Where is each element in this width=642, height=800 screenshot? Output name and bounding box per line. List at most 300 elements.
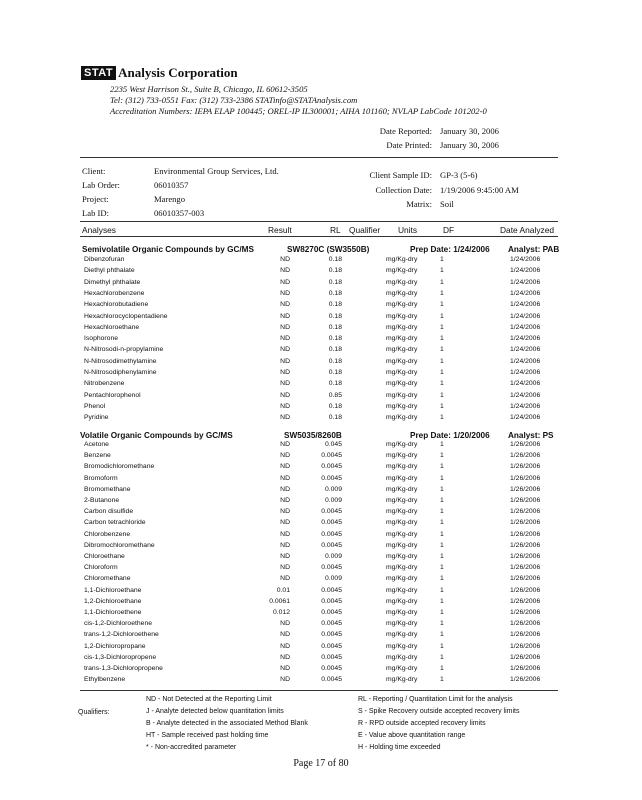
units-value: mg/Kg-dry: [386, 301, 418, 309]
rl-value: 0.0045: [321, 463, 342, 471]
df-value: 1: [440, 256, 444, 263]
project-label: Project:: [82, 194, 109, 204]
table-row: [0, 279, 642, 289]
units-value: mg/Kg-dry: [386, 586, 418, 594]
lab-order-label: Lab Order:: [82, 180, 120, 190]
table-row: [0, 587, 642, 597]
df-value: 1: [440, 452, 444, 460]
df-value: 1: [440, 380, 444, 388]
df-value: 1: [440, 631, 444, 639]
result-value: ND: [280, 541, 290, 549]
col-df: DF: [443, 225, 455, 235]
analyte-name: Carbon disulfide: [84, 508, 134, 516]
result-value: ND: [280, 346, 290, 354]
date-analyzed-value: 1/26/2006: [510, 530, 541, 538]
analyte-name: Hexachlorobenzene: [84, 289, 145, 297]
units-value: mg/Kg-dry: [386, 414, 418, 422]
units-value: mg/Kg-dry: [386, 653, 418, 661]
date-analyzed-value: 1/24/2006: [510, 289, 541, 297]
table-row: [0, 441, 642, 451]
df-value: 1: [440, 474, 444, 482]
date-printed: Date Printed: January 30, 2006: [386, 140, 499, 150]
result-value: ND: [280, 620, 290, 628]
rl-value: 0.0045: [321, 631, 342, 639]
date-analyzed-value: 1/24/2006: [510, 267, 541, 275]
date-analyzed-value: 1/26/2006: [510, 597, 541, 605]
units-value: mg/Kg-dry: [386, 335, 418, 343]
company-logo: [81, 65, 238, 81]
table-row: [0, 508, 642, 518]
table-row: [0, 665, 642, 675]
units-value: mg/Kg-dry: [386, 256, 418, 263]
df-value: 1: [440, 391, 444, 399]
date-analyzed-value: 1/26/2006: [510, 575, 541, 583]
df-value: 1: [440, 642, 444, 650]
date-analyzed-value: 1/24/2006: [510, 323, 541, 331]
rl-value: 0.0045: [321, 452, 342, 460]
rl-value: 0.18: [328, 414, 342, 422]
legend-left-1: J - Analyte detected below quantitation limits: [146, 708, 284, 715]
date-analyzed-value: 1/26/2006: [510, 541, 541, 549]
units-value: mg/Kg-dry: [386, 357, 418, 365]
rl-value: 0.0045: [321, 665, 342, 672]
result-value: ND: [280, 665, 290, 672]
analyte-name: Chloromethane: [84, 575, 131, 583]
rl-value: 0.18: [328, 380, 342, 388]
table-row: [0, 531, 642, 541]
analyte-name: Chlorobenzene: [84, 530, 131, 538]
df-value: 1: [440, 357, 444, 365]
date-analyzed-value: 1/26/2006: [510, 553, 541, 560]
section-prep-date: Prep Date: 1/24/2006: [410, 245, 490, 254]
rl-value: 0.0045: [321, 530, 342, 538]
date-analyzed-value: 1/24/2006: [510, 312, 541, 320]
units-value: mg/Kg-dry: [386, 323, 418, 331]
result-value: ND: [280, 530, 290, 538]
rl-value: 0.18: [328, 256, 342, 263]
table-row: [0, 497, 642, 507]
result-value: ND: [280, 508, 290, 516]
rl-value: 0.18: [328, 346, 342, 354]
table-row: [0, 414, 642, 424]
table-row: [0, 519, 642, 529]
table-row: [0, 620, 642, 630]
legend-left-0: ND - Not Detected at the Reporting Limit: [146, 696, 272, 703]
analyte-name: trans-1,2-Dichloroethene: [84, 631, 159, 639]
analyte-name: Nitrobenzene: [84, 380, 125, 388]
date-analyzed-value: 1/24/2006: [510, 278, 541, 286]
units-value: mg/Kg-dry: [386, 452, 418, 460]
df-value: 1: [440, 597, 444, 605]
result-value: ND: [280, 474, 290, 482]
rl-value: 0.18: [328, 278, 342, 286]
result-value: ND: [280, 485, 290, 493]
df-value: 1: [440, 541, 444, 549]
units-value: mg/Kg-dry: [386, 485, 418, 493]
client-sample-id: Client Sample ID: GP-3 (5-6): [369, 170, 478, 180]
units-value: mg/Kg-dry: [386, 497, 418, 504]
analyte-name: Dibenzofuran: [84, 256, 125, 263]
table-row: [0, 301, 642, 311]
accreditation-numbers: Accreditation Numbers: IEPA ELAP 100445; OREL-IP IL300001; AIHA 101160; NVLAP LabCode 101202-0: [110, 106, 487, 116]
date-analyzed-value: 1/26/2006: [510, 665, 541, 672]
date-analyzed-value: 1/26/2006: [510, 631, 541, 639]
date-analyzed-value: 1/26/2006: [510, 586, 541, 594]
df-value: 1: [440, 620, 444, 628]
rl-value: 0.18: [328, 323, 342, 331]
units-value: mg/Kg-dry: [386, 609, 418, 616]
table-row: [0, 452, 642, 462]
result-value: ND: [280, 312, 290, 320]
rl-value: 0.0045: [321, 653, 342, 661]
result-value: 0.0061: [269, 597, 290, 605]
legend-right-2: R - RPD outside accepted recovery limits: [358, 720, 486, 727]
table-row: [0, 598, 642, 608]
date-analyzed-value: 1/26/2006: [510, 463, 541, 471]
analyte-name: Diethyl phthalate: [84, 267, 135, 275]
table-row: [0, 290, 642, 300]
analyte-name: 1,1-Dichloroethane: [84, 586, 142, 594]
table-row: [0, 358, 642, 368]
legend-top-rule: [80, 690, 558, 691]
result-value: ND: [280, 289, 290, 297]
lab-id-value: 06010357-003: [154, 208, 205, 218]
result-value: ND: [280, 267, 290, 275]
analyte-name: Chloroethane: [84, 553, 125, 560]
date-analyzed-value: 1/24/2006: [510, 380, 541, 388]
date-analyzed-value: 1/26/2006: [510, 519, 541, 527]
analyte-name: Pentachlorophenol: [84, 391, 141, 399]
units-value: mg/Kg-dry: [386, 642, 418, 650]
rl-value: 0.009: [324, 553, 342, 560]
analyte-name: cis-1,2-Dichloroethene: [84, 620, 153, 628]
date-analyzed-value: 1/26/2006: [510, 642, 541, 650]
rl-value: 0.0045: [321, 586, 342, 594]
units-value: mg/Kg-dry: [386, 508, 418, 516]
analyte-name: 1,1-Dichloroethene: [84, 609, 142, 616]
analyte-name: Bromoform: [84, 474, 118, 482]
table-row: [0, 654, 642, 664]
units-value: mg/Kg-dry: [386, 564, 418, 572]
col-result: Result: [268, 225, 292, 235]
table-row: [0, 631, 642, 641]
date-analyzed-value: 1/26/2006: [510, 564, 541, 572]
df-value: 1: [440, 369, 444, 376]
units-value: mg/Kg-dry: [386, 346, 418, 354]
date-analyzed-value: 1/26/2006: [510, 441, 541, 448]
df-value: 1: [440, 301, 444, 309]
table-row: [0, 643, 642, 653]
units-value: mg/Kg-dry: [386, 575, 418, 583]
analyte-name: N-Nitrosodi-n-propylamine: [84, 346, 164, 354]
df-value: 1: [440, 676, 444, 684]
rl-value: 0.0045: [321, 597, 342, 605]
date-analyzed-value: 1/24/2006: [510, 346, 541, 354]
units-value: mg/Kg-dry: [386, 530, 418, 538]
df-value: 1: [440, 485, 444, 493]
table-row: [0, 542, 642, 552]
col-rl: RL: [330, 225, 341, 235]
df-value: 1: [440, 414, 444, 422]
df-value: 1: [440, 653, 444, 661]
result-value: ND: [280, 256, 290, 263]
df-value: 1: [440, 564, 444, 572]
result-value: ND: [280, 463, 290, 471]
date-analyzed-value: 1/26/2006: [510, 508, 541, 516]
result-value: ND: [280, 414, 290, 422]
company-address: 2235 West Harrison St., Suite B, Chicago, IL 60612-3505: [110, 84, 308, 94]
table-row: [0, 575, 642, 585]
legend-left-3: HT - Sample received past holding time: [146, 732, 269, 739]
rl-value: 0.18: [328, 335, 342, 343]
col-qualifier: Qualifier: [349, 225, 381, 235]
client-value: Environmental Group Services, Ltd.: [154, 166, 279, 176]
units-value: mg/Kg-dry: [386, 463, 418, 471]
analyte-name: Hexachlorobutadiene: [84, 301, 149, 309]
table-row: [0, 335, 642, 345]
result-value: ND: [280, 553, 290, 560]
units-value: mg/Kg-dry: [386, 267, 418, 275]
units-value: mg/Kg-dry: [386, 369, 418, 376]
table-row: [0, 609, 642, 619]
table-row: [0, 313, 642, 323]
df-value: 1: [440, 402, 444, 410]
result-value: ND: [280, 497, 290, 504]
result-value: 0.01: [276, 586, 290, 594]
date-analyzed-value: 1/26/2006: [510, 653, 541, 661]
df-value: 1: [440, 530, 444, 538]
legend-right-3: E - Value above quantitation range: [358, 732, 466, 739]
result-value: ND: [280, 653, 290, 661]
date-analyzed-value: 1/24/2006: [510, 335, 541, 343]
rl-value: 0.0045: [321, 642, 342, 650]
rl-value: 0.18: [328, 289, 342, 297]
analyte-name: Carbon tetrachloride: [84, 519, 146, 527]
table-row: [0, 486, 642, 496]
units-value: mg/Kg-dry: [386, 474, 418, 482]
date-analyzed-value: 1/26/2006: [510, 676, 541, 684]
table-head-rule: [80, 236, 558, 237]
table-row: [0, 676, 642, 686]
rl-value: 0.85: [328, 391, 342, 399]
project-value: Marengo: [154, 194, 186, 204]
result-value: ND: [280, 369, 290, 376]
result-value: ND: [280, 676, 290, 684]
rl-value: 0.0045: [321, 508, 342, 516]
table-row: [0, 392, 642, 402]
analyte-name: Bromomethane: [84, 485, 131, 493]
date-analyzed-value: 1/26/2006: [510, 485, 541, 493]
analyte-name: Benzene: [84, 452, 111, 460]
units-value: mg/Kg-dry: [386, 391, 418, 399]
table-row: [0, 553, 642, 563]
date-analyzed-value: 1/24/2006: [510, 402, 541, 410]
header-divider: [80, 157, 558, 158]
df-value: 1: [440, 312, 444, 320]
section-analyst: Analyst: PAB: [508, 245, 560, 254]
analyte-name: Bromodichloromethane: [84, 463, 155, 471]
table-row: [0, 475, 642, 485]
units-value: mg/Kg-dry: [386, 665, 418, 672]
result-value: ND: [280, 278, 290, 286]
analyte-name: Hexachlorocyclopentadiene: [84, 312, 168, 320]
result-value: ND: [280, 452, 290, 460]
df-value: 1: [440, 441, 444, 448]
df-value: 1: [440, 278, 444, 286]
rl-value: 0.0045: [321, 609, 342, 616]
analyte-name: Phenol: [84, 402, 106, 410]
lab-id-label: Lab ID:: [82, 208, 109, 218]
table-row: [0, 256, 642, 266]
table-top-rule: [80, 221, 558, 222]
result-value: ND: [280, 380, 290, 388]
rl-value: 0.18: [328, 402, 342, 410]
date-analyzed-value: 1/24/2006: [510, 256, 541, 263]
table-row: [0, 463, 642, 473]
date-reported: Date Reported: January 30, 2006: [379, 126, 499, 136]
rl-value: 0.18: [328, 267, 342, 275]
df-value: 1: [440, 586, 444, 594]
rl-value: 0.0045: [321, 474, 342, 482]
stat-logo-mark: STAT: [81, 66, 116, 80]
rl-value: 0.0045: [321, 620, 342, 628]
date-analyzed-value: 1/26/2006: [510, 474, 541, 482]
date-analyzed-value: 1/26/2006: [510, 497, 541, 504]
client-field: Client:: [82, 166, 106, 176]
df-value: 1: [440, 553, 444, 560]
page-number: Page 17 of 80: [293, 758, 349, 769]
section-analyst: Analyst: PS: [508, 431, 554, 440]
date-analyzed-value: 1/26/2006: [510, 609, 541, 616]
col-date-analyzed: Date Analyzed: [500, 225, 555, 235]
analyte-name: Acetone: [84, 441, 109, 448]
legend-right-4: H - Holding time exceeded: [358, 744, 441, 751]
result-value: ND: [280, 631, 290, 639]
table-row: [0, 380, 642, 390]
units-value: mg/Kg-dry: [386, 402, 418, 410]
rl-value: 0.18: [328, 312, 342, 320]
analyte-name: 1,2-Dichloroethane: [84, 597, 142, 605]
units-value: mg/Kg-dry: [386, 519, 418, 527]
company-name: Analysis Corporation: [118, 65, 238, 80]
df-value: 1: [440, 346, 444, 354]
df-value: 1: [440, 519, 444, 527]
analyte-name: Hexachloroethane: [84, 323, 140, 331]
analyte-name: cis-1,3-Dichloropropene: [84, 653, 157, 661]
section-title: Semivolatile Organic Compounds by GC/MS: [82, 245, 254, 254]
rl-value: 0.0045: [321, 564, 342, 572]
units-value: mg/Kg-dry: [386, 541, 418, 549]
rl-value: 0.18: [328, 357, 342, 365]
units-value: mg/Kg-dry: [386, 676, 418, 684]
section-method: SW8270C (SW3550B): [287, 245, 370, 254]
units-value: mg/Kg-dry: [386, 289, 418, 297]
analyte-name: Dimethyl phthalate: [84, 278, 141, 286]
result-value: ND: [280, 402, 290, 410]
analyte-name: 2-Butanone: [84, 497, 120, 504]
rl-value: 0.009: [324, 497, 342, 504]
table-row: [0, 267, 642, 277]
result-value: ND: [280, 301, 290, 309]
analyte-name: trans-1,3-Dichloropropene: [84, 665, 163, 672]
units-value: mg/Kg-dry: [386, 312, 418, 320]
section-title: Volatile Organic Compounds by GC/MS: [80, 431, 233, 440]
rl-value: 0.045: [324, 441, 342, 448]
col-units: Units: [398, 225, 418, 235]
df-value: 1: [440, 323, 444, 331]
units-value: mg/Kg-dry: [386, 620, 418, 628]
col-analyses: Analyses: [82, 225, 116, 235]
table-row: [0, 346, 642, 356]
result-value: ND: [280, 441, 290, 448]
analyte-name: N-Nitrosodimethylamine: [84, 357, 157, 365]
date-analyzed-value: 1/24/2006: [510, 357, 541, 365]
df-value: 1: [440, 335, 444, 343]
df-value: 1: [440, 609, 444, 616]
rl-value: 0.18: [328, 369, 342, 376]
date-analyzed-value: 1/26/2006: [510, 620, 541, 628]
table-row: [0, 403, 642, 413]
table-row: [0, 324, 642, 334]
units-value: mg/Kg-dry: [386, 631, 418, 639]
units-value: mg/Kg-dry: [386, 441, 418, 448]
units-value: mg/Kg-dry: [386, 553, 418, 560]
analyte-name: Dibromochloromethane: [84, 541, 155, 549]
analyte-name: Isophorone: [84, 335, 119, 343]
df-value: 1: [440, 575, 444, 583]
result-value: ND: [280, 335, 290, 343]
df-value: 1: [440, 508, 444, 516]
result-value: ND: [280, 642, 290, 650]
date-analyzed-value: 1/26/2006: [510, 452, 541, 460]
result-value: 0.012: [272, 609, 290, 616]
units-value: mg/Kg-dry: [386, 380, 418, 388]
df-value: 1: [440, 665, 444, 672]
section-method: SW5035/8260B: [284, 431, 342, 440]
table-row: [0, 564, 642, 574]
analyte-name: Ethylbenzene: [84, 676, 126, 684]
qualifiers-label: Qualifiers:: [78, 709, 110, 716]
rl-value: 0.0045: [321, 541, 342, 549]
result-value: ND: [280, 564, 290, 572]
analyte-name: Pyridine: [84, 414, 109, 422]
df-value: 1: [440, 463, 444, 471]
lab-order-value: 06010357: [154, 180, 189, 190]
matrix: Matrix: Soil: [406, 199, 454, 209]
rl-value: 0.0045: [321, 519, 342, 527]
company-contact: Tel: (312) 733-0551 Fax: (312) 733-2386 STATinfo@STATAnalysis.com: [110, 95, 358, 105]
date-analyzed-value: 1/24/2006: [510, 369, 541, 376]
legend-right-0: RL - Reporting / Quantitation Limit for the analysis: [358, 696, 513, 703]
df-value: 1: [440, 267, 444, 275]
date-analyzed-value: 1/24/2006: [510, 301, 541, 309]
table-row: [0, 369, 642, 379]
collection-date: Collection Date: 1/19/2006 9:45:00 AM: [375, 185, 519, 195]
analyte-name: Chloroform: [84, 564, 118, 572]
legend-left-2: B - Analyte detected in the associated Method Blank: [146, 720, 308, 727]
df-value: 1: [440, 497, 444, 504]
rl-value: 0.009: [324, 575, 342, 583]
rl-value: 0.009: [324, 485, 342, 493]
rl-value: 0.0045: [321, 676, 342, 684]
date-analyzed-value: 1/24/2006: [510, 414, 541, 422]
units-value: mg/Kg-dry: [386, 278, 418, 286]
df-value: 1: [440, 289, 444, 297]
analyte-name: N-Nitrosodiphenylamine: [84, 369, 157, 376]
result-value: ND: [280, 357, 290, 365]
legend-right-1: S - Spike Recovery outside accepted recovery limits: [358, 708, 520, 715]
units-value: mg/Kg-dry: [386, 597, 418, 605]
